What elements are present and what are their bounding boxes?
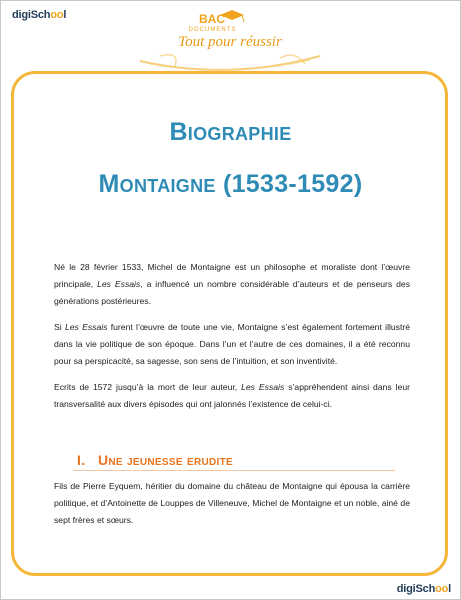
section-divider (73, 470, 395, 471)
logo-subtitle: DOCUMENTS (188, 27, 237, 33)
section-heading (77, 452, 233, 468)
section-title: Une jeunesse erudite (97, 452, 233, 468)
tagline: Tout pour réussir (178, 34, 282, 50)
section-number: I. (77, 452, 86, 468)
digischool-logo-top: digiSchool (12, 9, 67, 21)
intro-paragraph-2: Si Les Essais furent l’œuvre de toute une vie, Montaigne s’est également fortement illustré dans la vie politique de son époque. Dans l’un et l’autre de ces domaines, il a été reconnu pour sa perspicacité, sa sagesse, son sens de l’intuition, et son inventivité. (54, 322, 410, 366)
document-subtitle: Montaigne (1533-1592) (98, 170, 363, 198)
intro-paragraph-1: Né le 28 février 1533, Michel de Montaigne est un philosophe et moraliste dont l’œuvre principale, Les Essais, a influencé un nombre considérable d’auteurs et de penseurs des générations postérieures. (54, 262, 410, 306)
logo-title: BAC (199, 12, 225, 26)
digischool-logo-bottom: digiSchool (396, 583, 451, 595)
section-paragraph-1: Fils de Pierre Eyquem, héritier du domaine du château de Montaigne qui épousa la carrière politique, et d’Antoinette de Louppes de Villeneuve, Michel de Montaigne et un noble, ainé de sept frères et sœurs. (54, 481, 410, 525)
intro-paragraph-3: Ecrits de 1572 jusqu’à la mort de leur auteur, Les Essais s’appréhendent ainsi dans leur transversalité aux divers épisodes qui ont jalonnés l’existence de celui-ci. (54, 382, 410, 409)
document-title: Biographie (169, 118, 292, 146)
